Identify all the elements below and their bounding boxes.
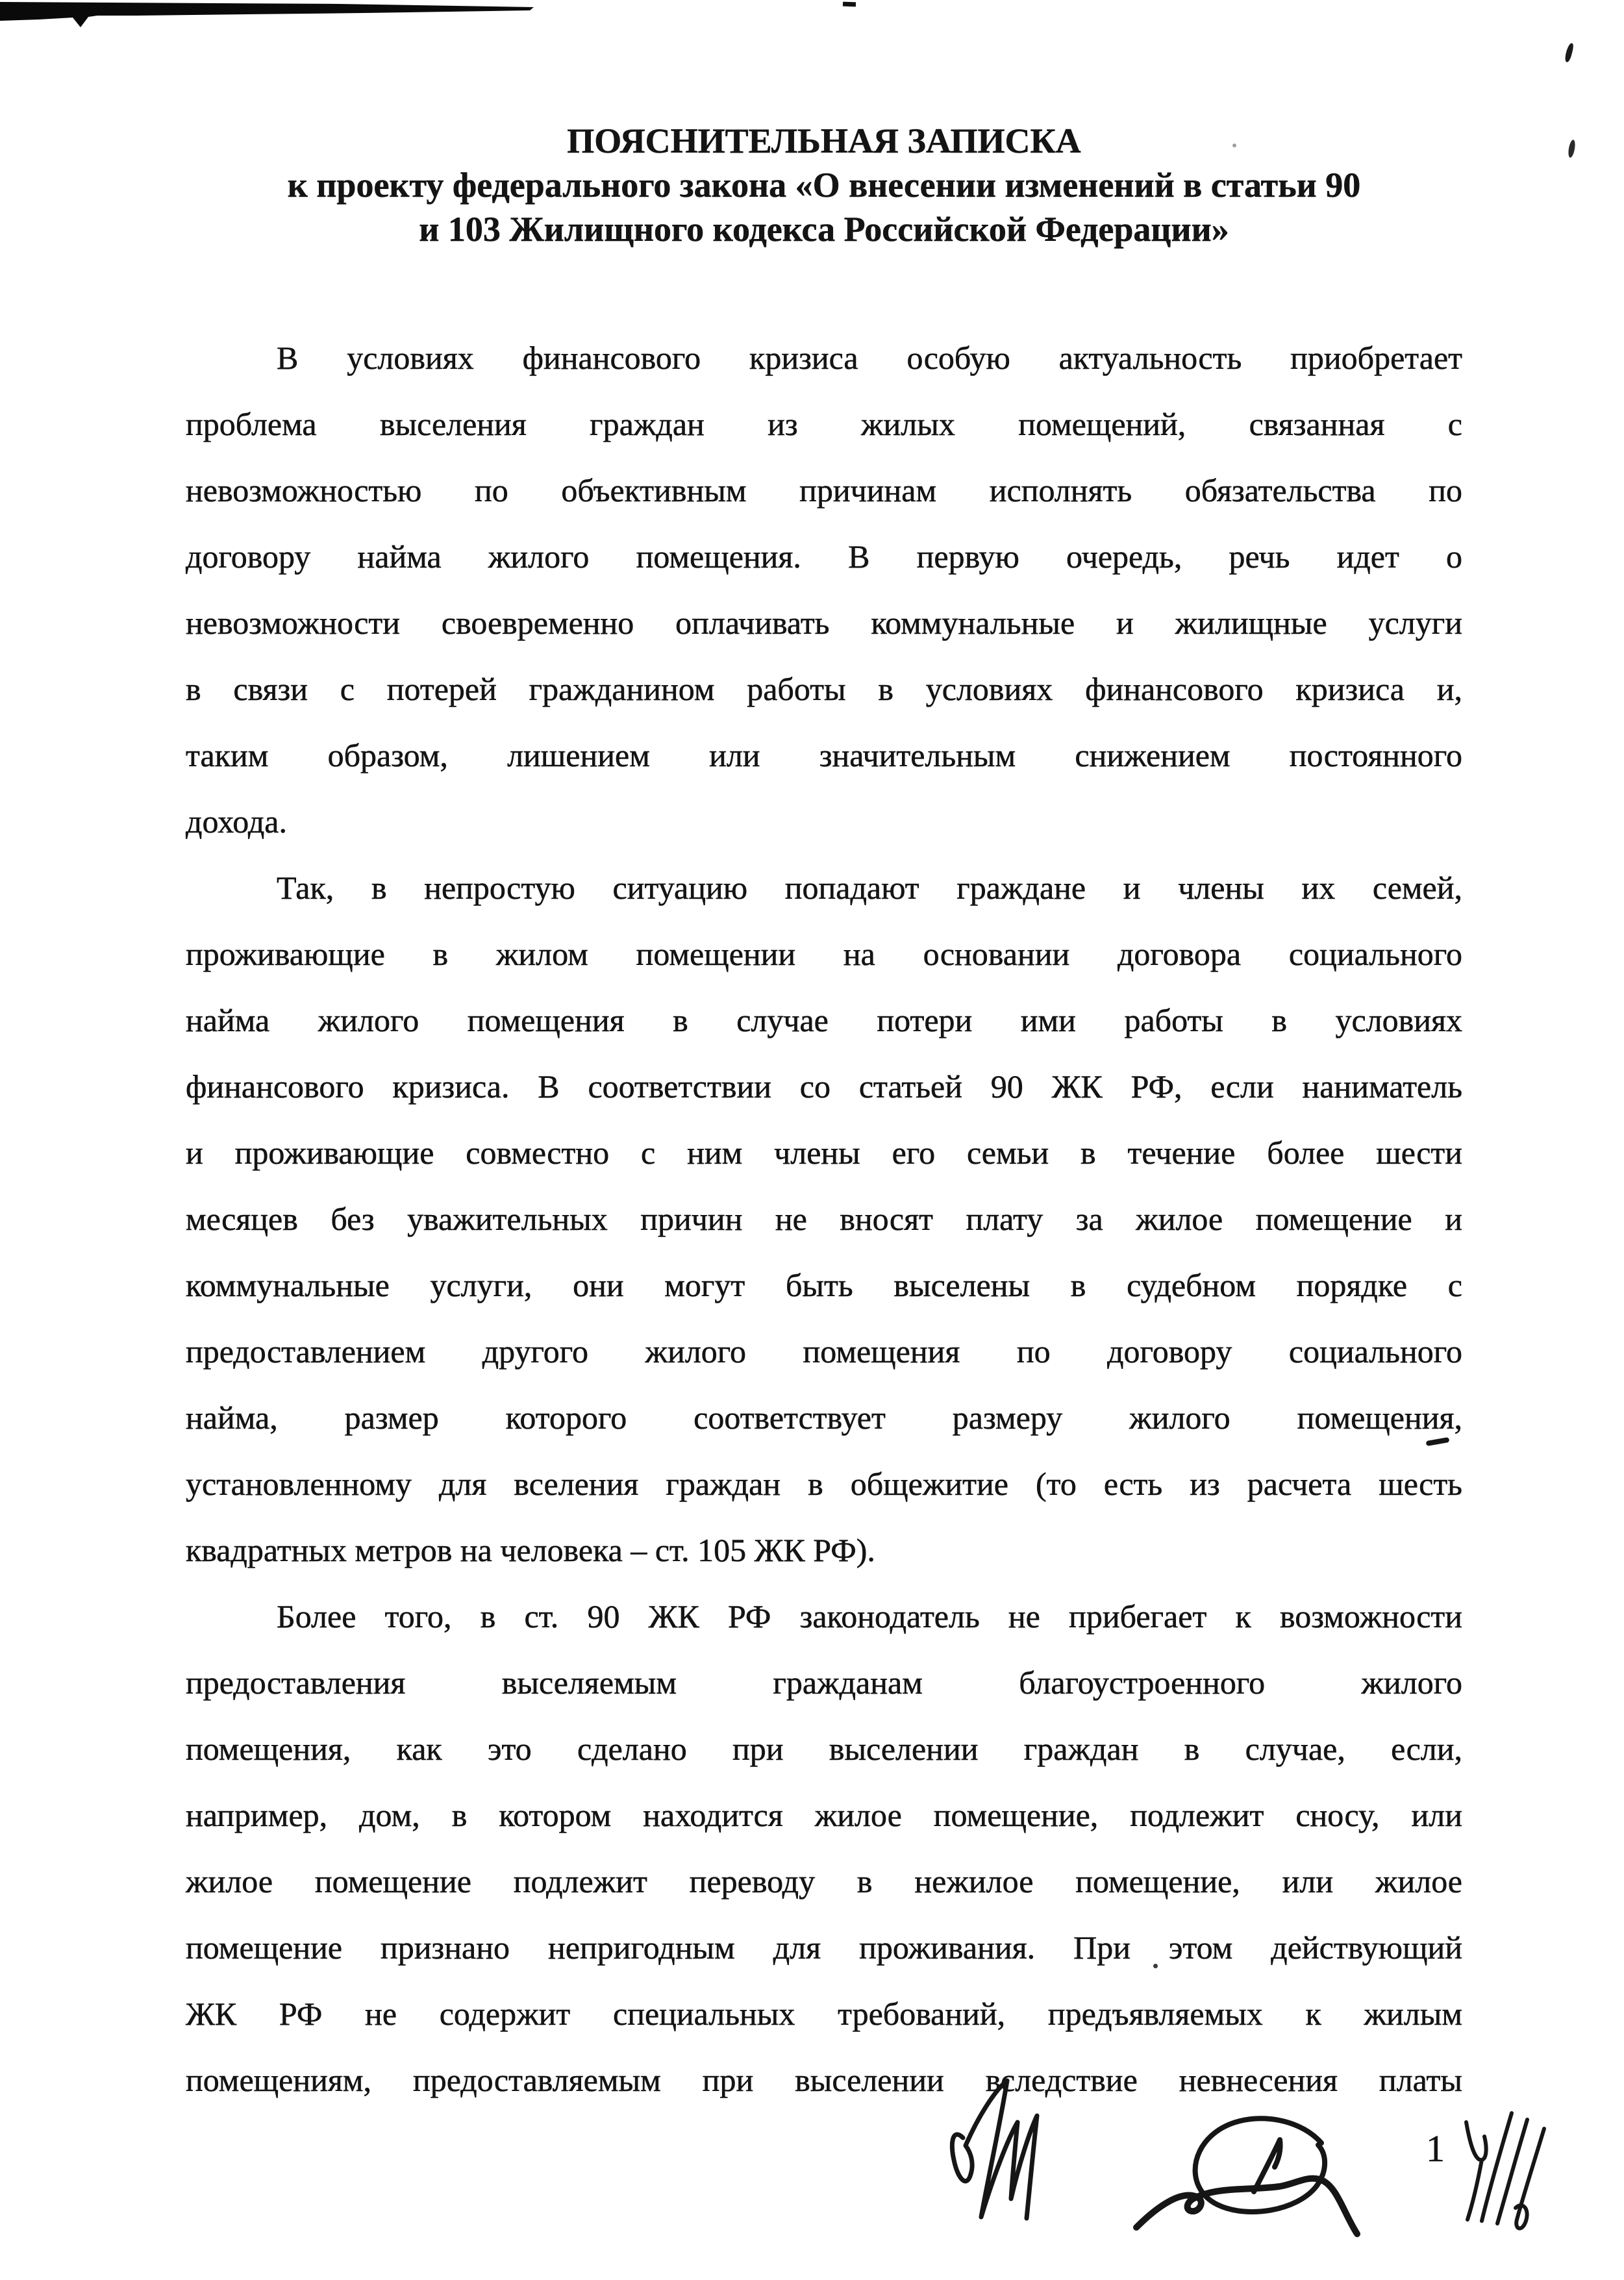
text-line: договору найма жилого помещения. В первую очередь, речь идет о xyxy=(186,538,1462,575)
text-line: и проживающие совместно с ним члены его семьи в течение более шести xyxy=(186,1134,1462,1171)
text-line: помещения, как это сделано при выселении граждан в случае, если, xyxy=(186,1731,1462,1767)
text-line: Более того, в ст. 90 ЖК РФ законодатель не прибегает к возможности xyxy=(277,1598,1462,1635)
text-line: проблема выселения граждан из жилых помещений, связанная с xyxy=(186,406,1462,442)
text-line: месяцев без уважительных причин не вносят плату за жилое помещение и xyxy=(186,1201,1462,1237)
title-line-3: и 103 Жилищного кодекса Российской Федерации» xyxy=(419,210,1229,249)
ink-speck xyxy=(1564,42,1575,62)
text-line: ЖК РФ не содержит специальных требований, предъявляемых к жилым xyxy=(186,1996,1462,2032)
text-line: найма, размер которого соответствует размеру жилого помещения, xyxy=(186,1399,1462,1436)
text-line: предоставлением другого жилого помещения по договору социального xyxy=(186,1333,1462,1370)
ink-speck xyxy=(1568,139,1577,158)
text-line: установленному для вселения граждан в общежитие (то есть из расчета шесть xyxy=(186,1466,1462,1502)
document-title xyxy=(186,119,1462,251)
text-line: помещение признано непригодным для проживания. При этом действующий xyxy=(186,1929,1462,1966)
handwritten-signature-center xyxy=(1127,2114,1373,2250)
text-line: таким образом, лишением или значительным снижением постоянного xyxy=(186,737,1462,773)
text-line: дохода. xyxy=(186,803,287,840)
text-line: невозможностью по объективным причинам исполнять обязательства по xyxy=(186,472,1462,508)
scan-artifact-top-edge xyxy=(0,0,545,36)
ink-speck xyxy=(843,2,856,7)
text-line: например, дом, в котором находится жилое помещение, подлежит сносу, или xyxy=(186,1797,1462,1833)
text-line: жилое помещение подлежит переводу в нежилое помещение, или жилое xyxy=(186,1863,1462,1899)
paragraph xyxy=(186,325,1462,855)
paragraph xyxy=(186,855,1462,1583)
text-line: проживающие в жилом помещении на основании договора социального xyxy=(186,936,1462,972)
text-line: В условиях финансового кризиса особую актуальность приобретает xyxy=(277,340,1462,376)
text-line: квадратных метров на человека – ст. 105 ЖК РФ). xyxy=(186,1532,875,1568)
page-number: 1 xyxy=(1426,2127,1445,2170)
handwritten-signature-left xyxy=(945,2078,1068,2227)
text-line: финансового кризиса. В соответствии со статьей 90 ЖК РФ, если наниматель xyxy=(186,1068,1462,1105)
handwritten-signature-right xyxy=(1455,2109,1552,2236)
text-line: предоставления выселяемым гражданам благоустроенного жилого xyxy=(186,1664,1462,1701)
document-body xyxy=(186,325,1462,2113)
text-line: Так, в непростую ситуацию попадают граждане и члены их семей, xyxy=(277,870,1462,906)
text-line: в связи с потерей гражданином работы в условиях финансового кризиса и, xyxy=(186,671,1462,707)
text-line: невозможности своевременно оплачивать коммунальные и жилищные услуги xyxy=(186,605,1462,641)
text-line: коммунальные услуги, они могут быть выселены в судебном порядке с xyxy=(186,1267,1462,1303)
title-line-1: ПОЯСНИТЕЛЬНАЯ ЗАПИСКА xyxy=(567,121,1081,160)
text-line: найма жилого помещения в случае потери ими работы в условиях xyxy=(186,1002,1462,1038)
paragraph xyxy=(186,1583,1462,2113)
text-line: помещениям, предоставляемым при выселении вследствие невнесения платы xyxy=(186,2062,1462,2098)
title-line-2: к проекту федерального закона «О внесении изменений в статьи 90 xyxy=(287,166,1361,205)
